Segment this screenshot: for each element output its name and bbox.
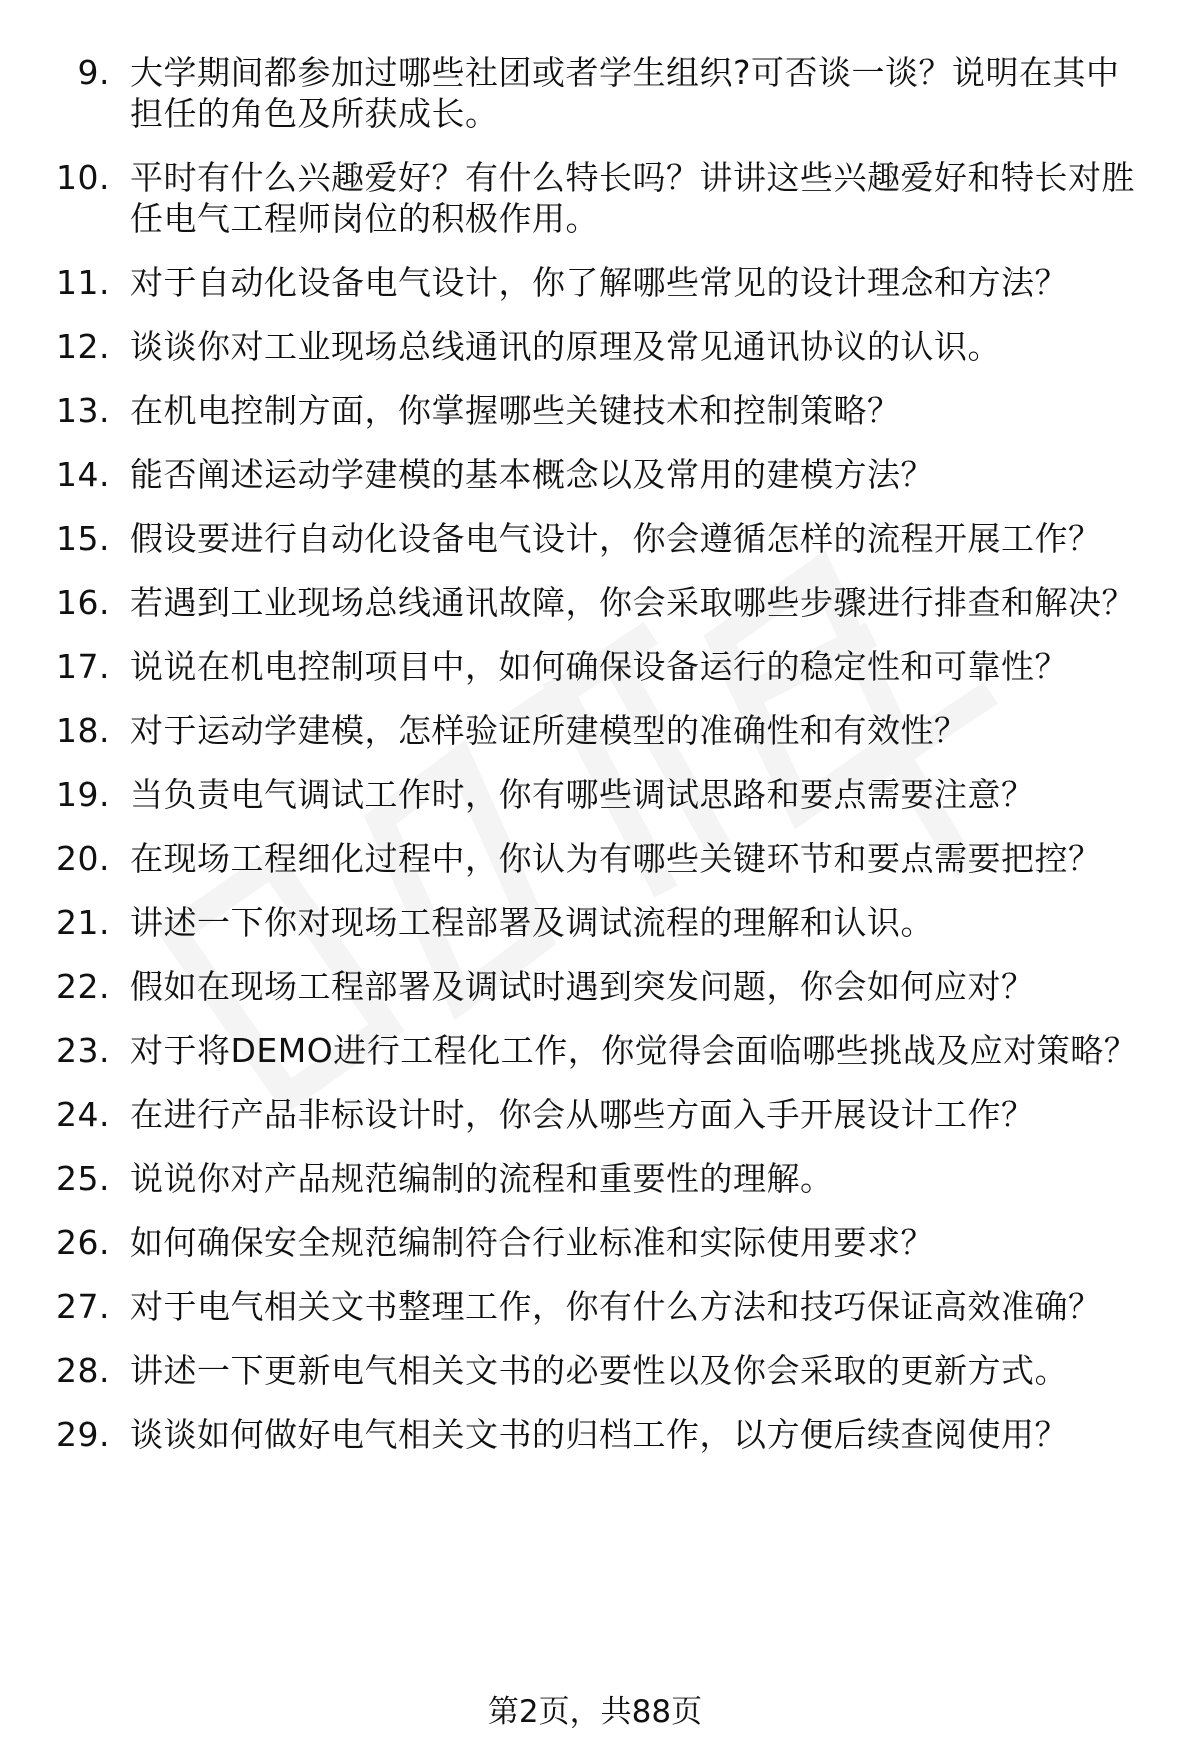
question-item: [0, 710, 1190, 751]
question-item: [0, 52, 1190, 134]
question-item: [0, 518, 1190, 559]
question-text: 当负责电气调试工作时，你有哪些调试思路和要点需要注意？: [130, 775, 1035, 814]
question-text: 在现场工程细化过程中，你认为有哪些关键环节和要点需要把控？: [130, 839, 1102, 878]
question-text: 平时有什么兴趣爱好？有什么特长吗？讲讲这些兴趣爱好和特长对胜任电气工程师岗位的积极作用。: [130, 158, 1135, 238]
question-item: [0, 646, 1190, 687]
question-item: [0, 838, 1190, 879]
question-number: 13.: [56, 391, 110, 430]
question-number: 27.: [56, 1287, 110, 1326]
question-number: 9.: [77, 53, 110, 92]
question-number: 20.: [56, 839, 110, 878]
question-number: 25.: [56, 1159, 110, 1198]
question-item: [0, 454, 1190, 495]
question-item: [0, 1158, 1190, 1199]
question-text: 对于自动化设备电气设计，你了解哪些常见的设计理念和方法？: [130, 263, 1068, 302]
question-text: 在进行产品非标设计时，你会从哪些方面入手开展设计工作？: [130, 1095, 1035, 1134]
question-text: 大学期间都参加过哪些社团或者学生组织?可否谈一谈？说明在其中担任的角色及所获成长。: [130, 53, 1120, 133]
question-item: [0, 262, 1190, 303]
question-number: 15.: [56, 519, 110, 558]
question-item: [0, 1414, 1190, 1455]
question-item: [0, 966, 1190, 1007]
question-item: [0, 390, 1190, 431]
question-number: 19.: [56, 775, 110, 814]
page-number-footer: 第2页，共88页: [487, 1694, 703, 1730]
question-text: 对于运动学建模，怎样验证所建模型的准确性和有效性？: [130, 711, 968, 750]
question-text: 讲述一下你对现场工程部署及调试流程的理解和认识。: [130, 903, 934, 942]
question-item: [0, 1222, 1190, 1263]
question-item: [0, 1094, 1190, 1135]
question-number: 16.: [56, 583, 110, 622]
question-text: 谈谈如何做好电气相关文书的归档工作，以方便后续查阅使用？: [130, 1415, 1068, 1454]
question-number: 22.: [56, 967, 110, 1006]
question-number: 18.: [56, 711, 110, 750]
question-item: [0, 774, 1190, 815]
question-text: 假如在现场工程部署及调试时遇到突发问题，你会如何应对？: [130, 967, 1035, 1006]
question-number: 29.: [56, 1415, 110, 1454]
question-number: 24.: [56, 1095, 110, 1134]
question-text: 说说在机电控制项目中，如何确保设备运行的稳定性和可靠性？: [130, 647, 1068, 686]
question-text: 如何确保安全规范编制符合行业标准和实际使用要求？: [130, 1223, 934, 1262]
question-number: 26.: [56, 1223, 110, 1262]
question-text: 说说你对产品规范编制的流程和重要性的理解。: [130, 1159, 834, 1198]
question-text: 讲述一下更新电气相关文书的必要性以及你会采取的更新方式。: [130, 1351, 1068, 1390]
question-number: 12.: [56, 327, 110, 366]
question-text: 若遇到工业现场总线通讯故障，你会采取哪些步骤进行排查和解决？: [130, 583, 1135, 622]
question-number: 28.: [56, 1351, 110, 1390]
question-item: [0, 1350, 1190, 1391]
question-text: 能否阐述运动学建模的基本概念以及常用的建模方法？: [130, 455, 934, 494]
question-text: 假设要进行自动化设备电气设计，你会遵循怎样的流程开展工作？: [130, 519, 1102, 558]
question-item: [0, 902, 1190, 943]
question-item: [0, 326, 1190, 367]
question-number: 23.: [56, 1031, 110, 1070]
question-number: 10.: [56, 158, 110, 197]
question-list: [0, 52, 1190, 1478]
question-number: 21.: [56, 903, 110, 942]
question-item: [0, 157, 1190, 239]
question-text: 对于将DEMO进行工程化工作，你觉得会面临哪些挑战及应对策略？: [130, 1031, 1138, 1070]
question-number: 14.: [56, 455, 110, 494]
question-item: [0, 1030, 1190, 1071]
question-item: [0, 1286, 1190, 1327]
question-text: 谈谈你对工业现场总线通讯的原理及常见通讯协议的认识。: [130, 327, 1001, 366]
question-number: 11.: [56, 263, 110, 302]
question-text: 对于电气相关文书整理工作，你有什么方法和技巧保证高效准确？: [130, 1287, 1102, 1326]
question-text: 在机电控制方面，你掌握哪些关键技术和控制策略？: [130, 391, 901, 430]
question-number: 17.: [56, 647, 110, 686]
question-item: [0, 582, 1190, 623]
